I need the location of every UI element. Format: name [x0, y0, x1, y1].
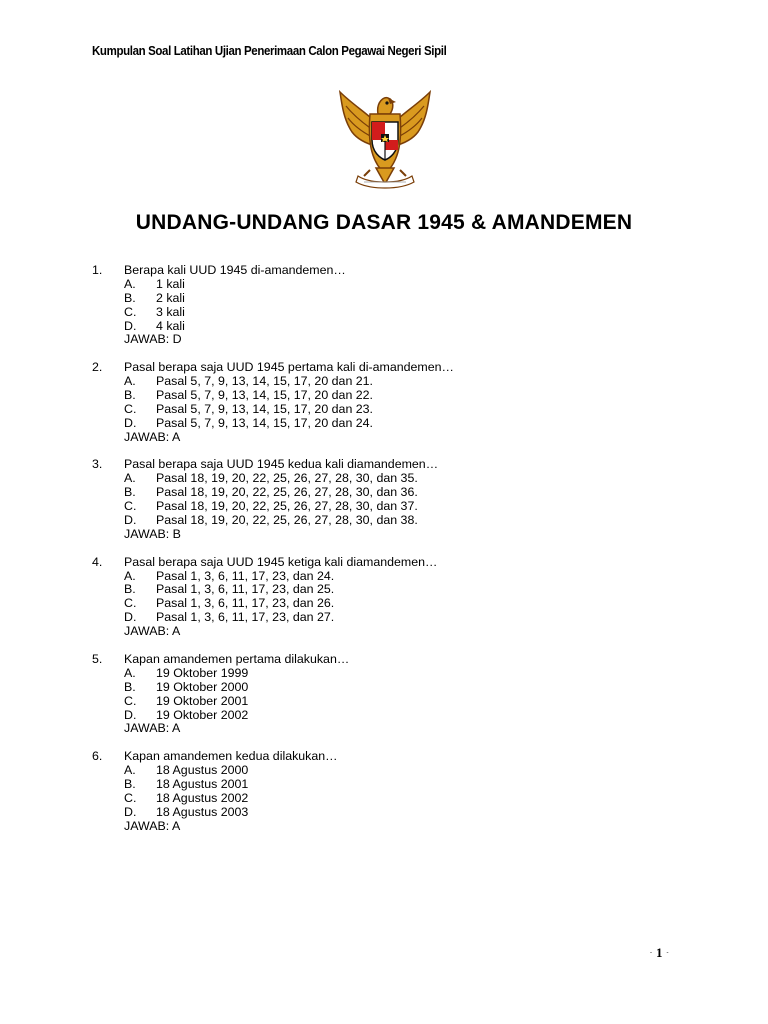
question-number: 2. [92, 360, 103, 375]
option-text: 18 Agustus 2001 [156, 776, 249, 791]
option-text: 19 Oktober 1999 [156, 665, 249, 680]
page-number-dash-right: - [666, 950, 669, 956]
page-number [650, 945, 669, 961]
question-text: Pasal berapa saja UUD 1945 kedua kali diamandemen… [124, 457, 439, 472]
page-header: Kumpulan Soal Latihan Ujian Penerimaan Calon Pegawai Negeri Sipil [92, 44, 447, 58]
option-letter: B. [124, 290, 136, 305]
option-text: 18 Agustus 2003 [156, 804, 249, 819]
question-item [92, 653, 712, 736]
option-letter: D. [124, 318, 137, 333]
question-number: 1. [92, 263, 103, 277]
option-letter: A. [124, 665, 136, 680]
option-text: Pasal 18, 19, 20, 22, 25, 26, 27, 28, 30, dan 37. [156, 499, 418, 514]
option-text: Pasal 18, 19, 20, 22, 25, 26, 27, 28, 30, dan 35. [156, 471, 418, 486]
question-item [92, 264, 712, 347]
option-letter: D. [124, 415, 137, 430]
option-letter: B. [124, 679, 136, 694]
option-text: 18 Agustus 2000 [156, 763, 249, 778]
question-text: Kapan amandemen pertama dilakukan… [124, 651, 350, 666]
question-number: 3. [92, 457, 103, 472]
option-text: 19 Oktober 2000 [156, 679, 249, 694]
answer-text: JAWAB: B [124, 526, 181, 541]
option-text: Pasal 18, 19, 20, 22, 25, 26, 27, 28, 30, dan 36. [156, 485, 418, 500]
option-text: Pasal 18, 19, 20, 22, 25, 26, 27, 28, 30, dan 38. [156, 513, 418, 528]
option-letter: A. [124, 374, 136, 389]
option-text: Pasal 5, 7, 9, 13, 14, 15, 17, 20 dan 22. [156, 388, 373, 403]
option-letter: C. [124, 401, 137, 416]
option-letter: B. [124, 388, 136, 403]
option-letter: C. [124, 499, 137, 514]
option-text: Pasal 5, 7, 9, 13, 14, 15, 17, 20 dan 23. [156, 401, 373, 416]
option-text: 4 kali [156, 318, 185, 333]
question-number: 5. [92, 651, 103, 666]
option-letter: B. [124, 776, 136, 791]
garuda-pancasila-emblem-icon [330, 84, 440, 194]
option-letter: D. [124, 804, 137, 819]
option-text: Pasal 5, 7, 9, 13, 14, 15, 17, 20 dan 21. [156, 374, 373, 389]
option-text: 1 kali [156, 276, 185, 291]
question-text: Pasal berapa saja UUD 1945 pertama kali di-amandemen… [124, 360, 454, 375]
answer-text: JAWAB: D [124, 332, 182, 347]
page-number-dash-left: - [650, 950, 652, 956]
question-text: Kapan amandemen kedua dilakukan… [124, 749, 338, 764]
option-text: Pasal 5, 7, 9, 13, 14, 15, 17, 20 dan 24. [156, 415, 373, 430]
option-letter: C. [124, 304, 137, 319]
answer-text: JAWAB: A [124, 818, 181, 833]
option-text: Pasal 1, 3, 6, 11, 17, 23, dan 26. [156, 596, 335, 611]
question-list [92, 264, 712, 847]
option-letter: D. [124, 610, 137, 625]
option-letter: C. [124, 790, 137, 805]
question-item [92, 750, 712, 833]
question-item [92, 361, 712, 444]
question-text: Pasal berapa saja UUD 1945 ketiga kali diamandemen… [124, 554, 438, 569]
option-letter: C. [124, 693, 137, 708]
question-number: 4. [92, 554, 103, 569]
option-text: 2 kali [156, 290, 185, 305]
option-letter: C. [124, 596, 137, 611]
option-letter: A. [124, 568, 136, 583]
option-letter: B. [124, 582, 136, 597]
option-letter: B. [124, 485, 136, 500]
option-text: Pasal 1, 3, 6, 11, 17, 23, dan 24. [156, 568, 335, 583]
document-title: UNDANG-UNDANG DASAR 1945 & AMANDEMEN [135, 211, 633, 234]
option-text: 19 Oktober 2002 [156, 707, 249, 722]
question-text: Berapa kali UUD 1945 di-amandemen… [124, 263, 346, 277]
page-number-value: 1 [656, 945, 663, 960]
option-letter: A. [124, 763, 136, 778]
option-text: 19 Oktober 2001 [156, 693, 249, 708]
option-letter: D. [124, 513, 137, 528]
option-letter: A. [124, 471, 136, 486]
option-letter: A. [124, 276, 136, 291]
question-item [92, 458, 712, 541]
question-item [92, 556, 712, 639]
option-text: Pasal 1, 3, 6, 11, 17, 23, dan 27. [156, 610, 335, 625]
answer-text: JAWAB: A [124, 624, 181, 639]
option-letter: D. [124, 707, 137, 722]
option-text: 18 Agustus 2002 [156, 790, 249, 805]
option-text: Pasal 1, 3, 6, 11, 17, 23, dan 25. [156, 582, 335, 597]
answer-text: JAWAB: A [124, 429, 181, 444]
question-number: 6. [92, 749, 103, 764]
answer-text: JAWAB: A [124, 721, 181, 736]
option-text: 3 kali [156, 304, 185, 319]
